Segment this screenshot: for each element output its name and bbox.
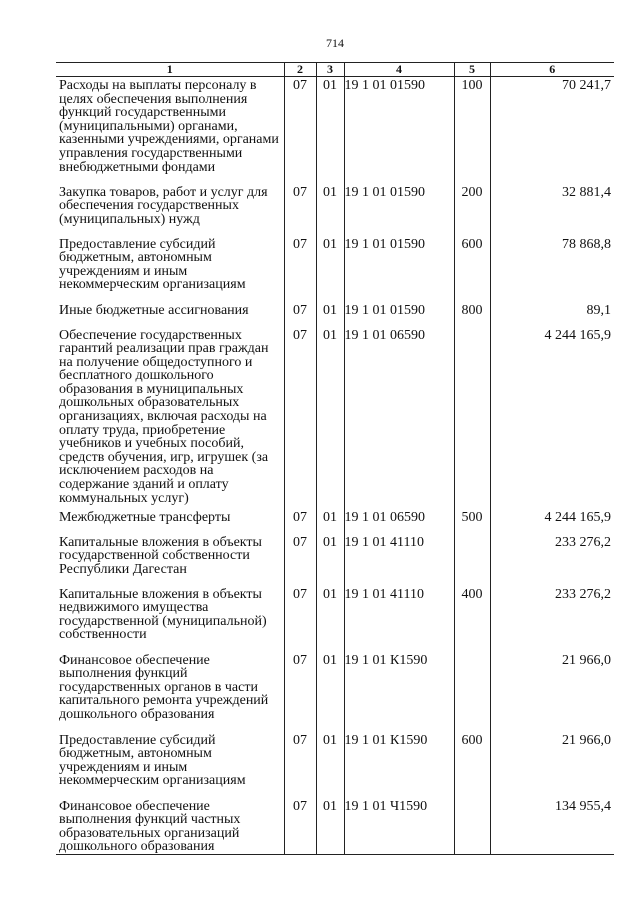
expense-name: Капитальные вложения в объекты недвижимого имущества государственной (муниципальной) собственности [56, 586, 284, 652]
section-code: 07 [284, 184, 316, 236]
amount: 21 966,0 [490, 732, 614, 798]
target-article-code: 19 1 01 01590 [344, 302, 454, 327]
table-row [56, 302, 614, 327]
amount: 32 881,4 [490, 184, 614, 236]
amount: 70 241,7 [490, 77, 614, 184]
expense-type-code: 400 [454, 586, 490, 652]
expense-name: Предоставление субсидий бюджетным, автономным учреждениям и иным некоммерческим организациям [56, 732, 284, 798]
expense-name: Капитальные вложения в объекты государственной собственности Республики Дагестан [56, 534, 284, 586]
section-code: 07 [284, 236, 316, 302]
section-code: 07 [284, 534, 316, 586]
amount: 4 244 165,9 [490, 327, 614, 509]
subsection-code: 01 [316, 586, 344, 652]
expense-name: Иные бюджетные ассигнования [56, 302, 284, 327]
target-article-code: 19 1 01 41110 [344, 586, 454, 652]
table-header-row [56, 63, 614, 77]
subsection-code: 01 [316, 77, 344, 184]
expense-type-code: 800 [454, 302, 490, 327]
table-row [56, 236, 614, 302]
expense-name: Закупка товаров, работ и услуг для обеспечения государственных (муниципальных) нужд [56, 184, 284, 236]
expense-name: Расходы на выплаты персоналу в целях обеспечения выполнения функций государственными (муниципальными) органами, казенными учреждениями, органами управления государственными внебюджетными фондами [56, 77, 284, 184]
table-row [56, 534, 614, 586]
table-row [56, 586, 614, 652]
expense-type-code: 200 [454, 184, 490, 236]
expense-name: Предоставление субсидий бюджетным, автономным учреждениям и иным некоммерческим организациям [56, 236, 284, 302]
section-code: 07 [284, 652, 316, 732]
amount: 21 966,0 [490, 652, 614, 732]
section-code: 07 [284, 586, 316, 652]
table-row [56, 327, 614, 509]
section-code: 07 [284, 509, 316, 534]
subsection-code: 01 [316, 732, 344, 798]
section-code: 07 [284, 302, 316, 327]
column-header: 4 [344, 63, 454, 77]
target-article-code: 19 1 01 01590 [344, 184, 454, 236]
column-header: 2 [284, 63, 316, 77]
subsection-code: 01 [316, 652, 344, 732]
column-header: 5 [454, 63, 490, 77]
expense-type-code: 500 [454, 509, 490, 534]
subsection-code: 01 [316, 184, 344, 236]
table-row [56, 652, 614, 732]
amount: 134 955,4 [490, 798, 614, 855]
subsection-code: 01 [316, 236, 344, 302]
subsection-code: 01 [316, 798, 344, 855]
subsection-code: 01 [316, 534, 344, 586]
expense-name: Финансовое обеспечение выполнения функций частных образовательных организаций дошкольного образования [56, 798, 284, 855]
amount: 78 868,8 [490, 236, 614, 302]
expense-type-code [454, 798, 490, 855]
target-article-code: 19 1 01 41110 [344, 534, 454, 586]
target-article-code: 19 1 01 Ч1590 [344, 798, 454, 855]
amount: 233 276,2 [490, 586, 614, 652]
target-article-code: 19 1 01 06590 [344, 509, 454, 534]
section-code: 07 [284, 327, 316, 509]
page-number: 714 [326, 36, 344, 50]
amount: 4 244 165,9 [490, 509, 614, 534]
table-row [56, 732, 614, 798]
expense-name: Межбюджетные трансферты [56, 509, 284, 534]
section-code: 07 [284, 77, 316, 184]
subsection-code: 01 [316, 327, 344, 509]
target-article-code: 19 1 01 06590 [344, 327, 454, 509]
amount: 233 276,2 [490, 534, 614, 586]
table-row [56, 184, 614, 236]
expense-name: Обеспечение государственных гарантий реализации прав граждан на получение общедоступного и бесплатного дошкольного образования в муниципальных дошкольных образовательных организациях, включая расходы на оплату труда, приобретение учебников и учебных пособий, средств обучения, игр, игрушек (за исключением расходов на содержание зданий и оплату коммунальных услуг) [56, 327, 284, 509]
target-article-code: 19 1 01 К1590 [344, 732, 454, 798]
table-row [56, 77, 614, 184]
target-article-code: 19 1 01 01590 [344, 77, 454, 184]
expense-type-code [454, 534, 490, 586]
expense-type-code: 600 [454, 236, 490, 302]
expense-type-code: 100 [454, 77, 490, 184]
target-article-code: 19 1 01 01590 [344, 236, 454, 302]
expense-name: Финансовое обеспечение выполнения функций государственных органов в части капитального ремонта учреждений дошкольного образования [56, 652, 284, 732]
target-article-code: 19 1 01 К1590 [344, 652, 454, 732]
expense-type-code [454, 327, 490, 509]
column-header: 1 [56, 63, 284, 77]
subsection-code: 01 [316, 302, 344, 327]
column-header: 3 [316, 63, 344, 77]
expense-type-code [454, 652, 490, 732]
column-header: 6 [490, 63, 614, 77]
table-row [56, 509, 614, 534]
table-row [56, 798, 614, 855]
section-code: 07 [284, 798, 316, 855]
section-code: 07 [284, 732, 316, 798]
budget-table [56, 62, 614, 855]
subsection-code: 01 [316, 509, 344, 534]
amount: 89,1 [490, 302, 614, 327]
expense-type-code: 600 [454, 732, 490, 798]
